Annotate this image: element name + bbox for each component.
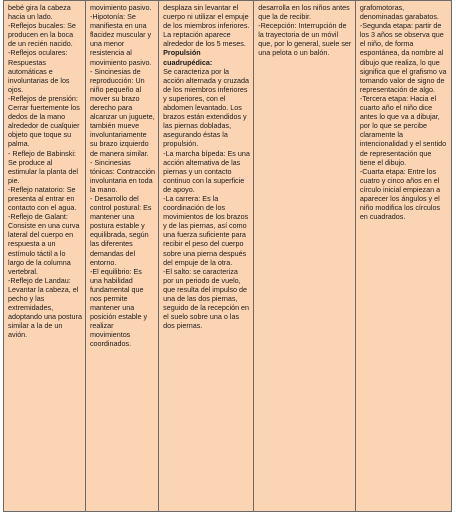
table-cell-graphomotor	[355, 1, 451, 512]
tone-posture-text: movimiento pasivo. -Hipotonía: Se manifiesta en una flacidez muscular y una menor resistencia al movimiento pasivo. - Sincinesias de reproducción: Un niño pequeño al mover su brazo derecho para alcanzar un juguete, también mueve involuntariamente su brazo izquierdo de manera similar. - Sincinesias tónicas: Contracción involuntaria en toda la mano. - Desarrollo del control postural: Es mantener una postura estable y equilibrada, según las diferentes demandas del entorno. -El equilibrio: Es una habilidad fundamental que nos permite mantener una posición estable y realizar movimientos coordinados.	[89, 3, 156, 349]
table-cell-reflexes	[4, 1, 86, 512]
table-cell-locomotion	[159, 1, 254, 512]
graphomotor-text: grafomotoras, denominadas garabatos. -Segunda etapa: partir de los 3 años se observa que el niño, de forma espontánea, da nombre al dibujo que realiza, lo que significa que el grafismo va tomando valor de signo de representación de algo. -Tercera etapa: Hacia el cuarto año el niño dice antes lo que va a dibujar, por lo que se percibe claramente la intencionalidad y el sentido de representación que tiene el dibujo. -Cuarta etapa: Entre los cuatro y cinco años en el círculo inicial empiezan a aparecer los ángulos y el niño modifica los círculos en cuadrados.	[359, 3, 447, 222]
table-cell-tone-posture	[85, 1, 158, 512]
table-row	[4, 1, 452, 512]
quadrupedal-heading: Propulsión cuadrupédica:	[163, 48, 213, 67]
manipulation-text: desarrolla en los niños antes que la de recibir. -Recepción: Interrupción de la trayectoria de un móvil que, por lo general, suele ser una pelota o un balón.	[258, 3, 352, 58]
locomotion-text-body: Se caracteriza por la acción alternada y cruzada de los miembros inferiores y superiores, con el abdomen levantado. Los brazos están extendidos y las piernas dobladas, asegurando éstas la propulsión. -La marcha bípeda: Es una acción alternativa de las piernas y un contacto continuo con la superficie de apoyo. -La carrera: Es la coordinación de los movimientos de los brazos y de las piernas, así como una fuerza suficiente para recibir el peso del cuerpo sobre una pierna después del empuje de la otra. -El salto: se caracteriza por un periodo de vuelo, que resulta del impulso de una de las dos piernas, seguido de la recepción en el suelo sobre una o las dos piernas.	[163, 66, 250, 331]
reflexes-text: bebé gira la cabeza hacia un lado. -Reflejos bucales: Se producen en la boca de un recién nacido. -Reflejos oculares: Respuestas automáticas e involuntarias de los ojos. -Reflejos de prensión: Cerrar fuertemente los dedos de la mano alrededor de cualquier objeto que toque su palma. - Reflejo de Babinski: Se produce al estimular la planta del pie. -Reflejo natatorio: Se presenta al entrar en contacto con el agua. -Reflejo de Galant: Consiste en una curva lateral del cuerpo en respuesta a un estímulo táctil a lo largo de la columna vertebral. -Reflejo de Landau: Levantar la cabeza, el pecho y las extremidades, adoptando una postura similar a la de un avión.	[8, 3, 82, 340]
locomotion-text-intro: desplaza sin levantar el cuerpo ni utilizar el empuje de los miembros inferiores. La reptación aparece alrededor de los 5 meses.	[163, 3, 250, 49]
content-table	[3, 0, 452, 512]
table-cell-manipulation	[254, 1, 356, 512]
